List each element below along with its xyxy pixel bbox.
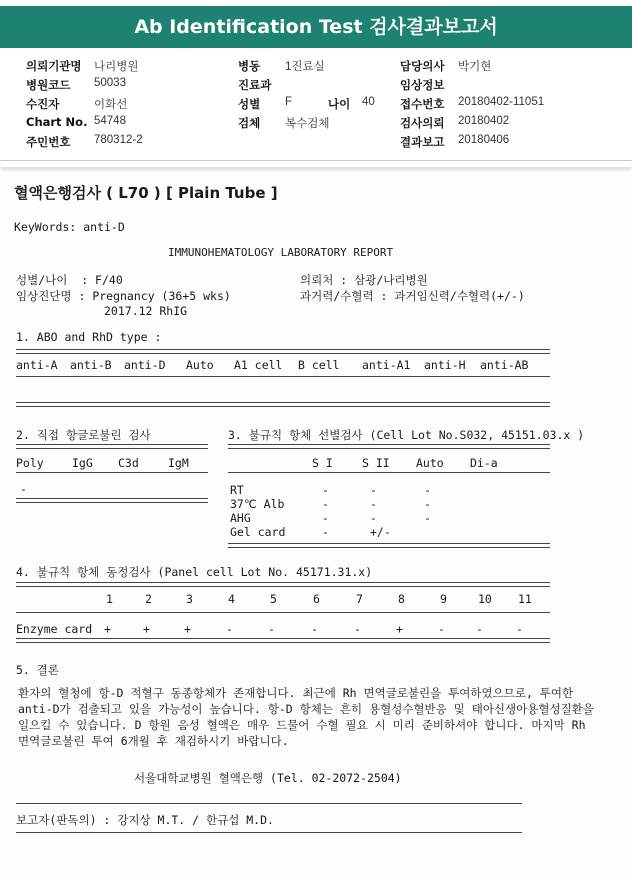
section-3-top-rule	[228, 444, 550, 449]
report-title: Ab Identification Test 검사결과보고서	[0, 6, 632, 48]
abo-column-header: anti-H	[424, 358, 466, 372]
panel-column-number: 6	[313, 592, 320, 606]
hospital-code-label: 병원코드	[26, 78, 71, 92]
screening-row-label: AHG	[230, 511, 251, 525]
sex-label: 성별	[238, 97, 261, 111]
screening-row-label: 37℃ Alb	[230, 497, 285, 511]
age-label: 나이	[328, 97, 351, 111]
sex-age: 성별/나이 : F/40	[16, 273, 123, 287]
section-2-title: 2. 직접 항글로불린 검사	[16, 428, 151, 442]
chart-no-value: 54748	[94, 115, 126, 127]
signature-bottom-rule	[16, 832, 522, 833]
abo-column-header: anti-A	[16, 358, 58, 372]
screening-column-header: S II	[362, 456, 390, 470]
report-date-value: 20180406	[458, 134, 510, 146]
panel-column-number: 4	[228, 592, 235, 606]
recipient-value: 이화선	[94, 99, 128, 111]
diagnosis-sub: 2017.12 RhIG	[104, 304, 188, 318]
panel-column-number: 3	[186, 592, 193, 606]
sex-value: F	[285, 96, 293, 108]
chart-no-label: Chart No.	[26, 115, 88, 129]
section-4-bottom-rule	[16, 638, 550, 643]
panel-column-number: 9	[440, 592, 447, 606]
screening-row-label: RT	[230, 483, 244, 497]
section-3-mid-rule	[228, 472, 550, 473]
section-2-bottom-rule	[16, 498, 208, 503]
panel-result: -	[476, 622, 483, 636]
abo-column-header: anti-A1	[362, 358, 411, 372]
screening-result: -	[322, 497, 329, 511]
abo-column-header: anti-D	[124, 358, 166, 372]
abo-column-header: anti-AB	[480, 358, 529, 372]
panel-result: -	[516, 622, 523, 636]
request-date-label: 검사의뢰	[400, 116, 445, 130]
hospital-label: 의뢰기관명	[26, 59, 82, 73]
abo-column-header: anti-B	[70, 358, 112, 372]
section-4-mid-rule	[16, 612, 550, 613]
diagnosis: 임상진단명 : Pregnancy (36+5 wks)	[16, 289, 231, 303]
request-date-value: 20180402	[458, 115, 510, 127]
ward-label: 병동	[238, 59, 261, 73]
section-4-row-label: Enzyme card	[16, 622, 93, 636]
panel-column-number: 7	[356, 592, 363, 606]
panel-result: -	[438, 622, 445, 636]
screening-column-header: S I	[312, 456, 333, 470]
panel-result: +	[396, 622, 403, 636]
screening-result: -	[370, 483, 377, 497]
panel-result: +	[184, 622, 191, 636]
resident-no-label: 주민번호	[26, 135, 71, 149]
scanned-report	[0, 172, 632, 880]
institution: 서울대학교병원 혈액은행 (Tel. 02-2072-2504)	[134, 771, 402, 785]
metadata-divider	[0, 160, 632, 167]
report-metadata	[0, 52, 632, 166]
panel-column-number: 5	[270, 592, 277, 606]
section-1-mid-rule	[16, 376, 550, 377]
doctor-value: 박기현	[458, 61, 492, 73]
hospital-code-value: 50033	[94, 77, 126, 89]
panel-column-number: 2	[145, 592, 152, 606]
screening-column-header: Auto	[416, 456, 444, 470]
screening-result: +/-	[370, 525, 391, 539]
keywords: KeyWords: anti-D	[14, 220, 125, 234]
dat-column-header: Poly	[16, 456, 44, 470]
screening-result: -	[322, 525, 329, 539]
screening-result: -	[424, 511, 431, 525]
section-3-title: 3. 불규칙 항체 선별검사 (Cell Lot No.S032, 45151.03.x )	[228, 428, 585, 442]
recipient-label: 수진자	[26, 97, 60, 111]
panel-result: +	[143, 622, 150, 636]
dept-label: 진료과	[238, 78, 272, 92]
report-date-label: 결과보고	[400, 135, 445, 149]
screening-result: -	[424, 497, 431, 511]
panel-result: -	[311, 622, 318, 636]
section-2-value: -	[20, 482, 27, 496]
abo-column-header: A1 cell	[234, 358, 283, 372]
section-4-title: 4. 불규칙 항체 동정검사 (Panel cell Lot No. 45171.31.x)	[16, 565, 373, 579]
dat-column-header: C3d	[118, 456, 139, 470]
age-value: 40	[362, 96, 375, 108]
section-1-bottom-rule	[16, 402, 550, 407]
history: 과거력/수혈력 : 과거임신력/수혈력(+/-)	[300, 289, 525, 303]
doc-heading: 혈액은행검사 ( L70 ) [ Plain Tube ]	[14, 184, 278, 202]
screening-column-header: Di-a	[470, 456, 498, 470]
hospital-value: 나리병원	[94, 61, 139, 73]
conclusion-text: 환자의 혈청에 항-D 적혈구 동종항체가 존재합니다. 최근에 Rh 면역글로불린을 투여하였으므로, 투여한 anti-D가 검출되고 있을 가능성이 높습니다. 항-D 항체는 흔히 용혈성수혈반응 및 태아신생아용혈성질환을 일으킬 수 있습니다. D 항원 음성 혈액은 매우 드물어 수혈 필요 시 미리 준비하셔야 합니다. 마지막 Rh 면역글로불린 투여 6개월 후 재검하시기 바랍니다.	[18, 686, 594, 748]
panel-column-number: 8	[398, 592, 405, 606]
abo-column-header: B cell	[298, 358, 340, 372]
section-4-top-rule	[16, 582, 550, 587]
clinical-info-label: 임상정보	[400, 78, 445, 92]
panel-column-number: 10	[478, 592, 492, 606]
requester: 의뢰처 : 삼광/나리병원	[300, 273, 428, 287]
section-3-bottom-rule	[228, 543, 550, 548]
panel-column-number: 1	[106, 592, 113, 606]
abo-column-header: Auto	[186, 358, 214, 372]
section-1-top-rule	[16, 349, 550, 354]
reporter: 보고자(판독의) : 강지상 M.T. / 한규섭 M.D.	[16, 813, 274, 827]
receipt-no-value: 20180402-11051	[458, 96, 545, 108]
screening-result: -	[322, 483, 329, 497]
screening-result: -	[370, 497, 377, 511]
panel-column-number: 11	[518, 592, 532, 606]
ward-value: 1진료실	[285, 61, 325, 73]
doctor-label: 담당의사	[400, 59, 445, 73]
panel-result: +	[104, 622, 111, 636]
screening-result: -	[424, 483, 431, 497]
lab-title: IMMUNOHEMATOLOGY LABORATORY REPORT	[168, 246, 394, 259]
screening-row-label: Gel card	[230, 525, 286, 539]
panel-result: -	[268, 622, 275, 636]
section-2-mid-rule	[16, 472, 208, 473]
section-2-top-rule	[16, 444, 208, 449]
section-5-title: 5. 결론	[16, 663, 59, 677]
specimen-label: 검체	[238, 116, 261, 130]
screening-result: -	[322, 511, 329, 525]
panel-result: -	[226, 622, 233, 636]
receipt-no-label: 접수번호	[400, 97, 445, 111]
dat-column-header: IgG	[72, 456, 93, 470]
dat-column-header: IgM	[168, 456, 189, 470]
screening-result: -	[370, 511, 377, 525]
resident-no-value: 780312-2	[94, 134, 143, 146]
signature-top-rule	[16, 803, 522, 804]
panel-result: -	[354, 622, 361, 636]
section-1-title: 1. ABO and RhD type :	[16, 330, 162, 344]
specimen-value: 복수검체	[285, 118, 330, 130]
